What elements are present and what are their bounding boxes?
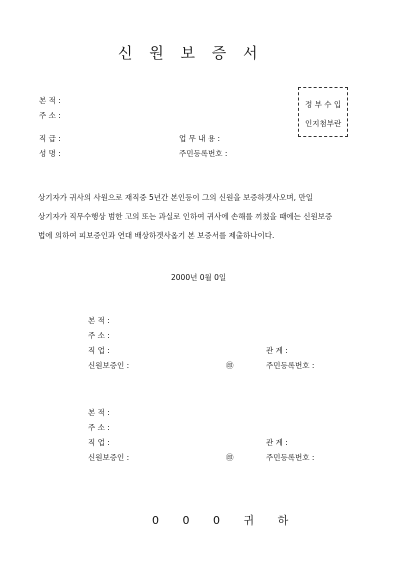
guarantor2-origin-label: 본 적 : [88, 408, 110, 417]
applicant-origin-label: 본 적 : [39, 96, 61, 105]
guarantor2-relation-label: 관 계 : [266, 438, 288, 447]
guarantor2-address-label: 주 소 : [88, 423, 110, 432]
applicant-id-label: 주민등록번호 : [179, 149, 228, 158]
page-title: 신 원 보 증 서 [118, 44, 264, 62]
guarantor1-job-label: 직 업 : [88, 346, 110, 355]
guarantor1-name-label: 신원보증인 : [88, 361, 130, 370]
statement-line-2: 상기자가 직무수행상 범한 고의 또는 과실로 인하여 귀사에 손해를 끼쳤을 때에는 신원보증 [38, 212, 333, 221]
guarantor1-origin-label: 본 적 : [88, 316, 110, 325]
guarantor2-name-label: 신원보증인 : [88, 453, 130, 462]
guarantor1-seal-mark: ㊞ [226, 361, 234, 370]
applicant-address-label: 주 소 : [39, 111, 61, 120]
guarantor2-job-label: 직 업 : [88, 438, 110, 447]
applicant-position-label: 직 급 : [39, 134, 61, 143]
document-date: 2000년 0월 0일 [171, 273, 227, 282]
applicant-name-label: 성 명 : [39, 149, 61, 158]
statement-line-1: 상기자가 귀사의 사원으로 재직중 5년간 본인등이 그의 신원을 보증하겟사오며, 만일 [38, 193, 313, 202]
stamp-label-line1: 정 부 수 입 [305, 100, 342, 109]
revenue-stamp-box [298, 87, 348, 137]
guarantor1-address-label: 주 소 : [88, 331, 110, 340]
guarantor1-id-label: 주민등록번호 : [266, 361, 315, 370]
statement-line-3: 법에 의하여 피보증인과 연대 배상하겟사옵기 본 보증서를 제출하나이다. [38, 231, 275, 240]
addressee: 0 0 0 귀 하 [152, 514, 299, 527]
applicant-duty-label: 업 무 내 용 : [179, 134, 221, 143]
guarantor2-id-label: 주민등록번호 : [266, 453, 315, 462]
stamp-label-line2: 인지첨부란 [305, 119, 342, 128]
guarantor1-relation-label: 관 계 : [266, 346, 288, 355]
guarantor2-seal-mark: ㊞ [226, 453, 234, 462]
